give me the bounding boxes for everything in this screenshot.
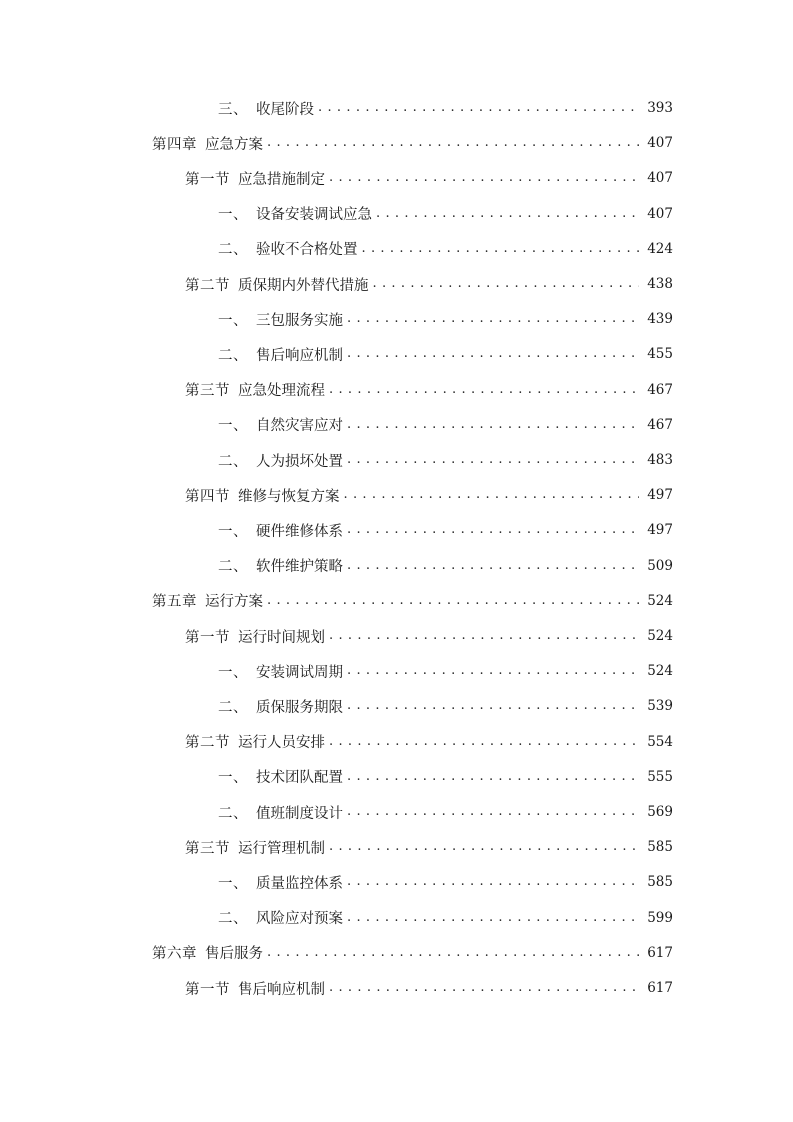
toc-entry-number: 第一节: [185, 171, 230, 188]
toc-entry[interactable]: [218, 446, 673, 474]
toc-entry[interactable]: [185, 481, 673, 509]
toc-entry-title: 值班制度设计: [256, 805, 343, 822]
dot-leader: [329, 381, 639, 397]
toc-entry-number: 第二节: [185, 735, 230, 752]
dot-leader: [267, 944, 639, 960]
toc-entry-number: 第三节: [185, 383, 230, 400]
toc-entry-number: 第一节: [185, 629, 230, 646]
toc-entry-number: 二、: [218, 911, 248, 928]
toc-entry[interactable]: [185, 622, 673, 650]
toc-entry-title: 应急措施制定: [238, 171, 325, 188]
toc-entry-title: 运行方案: [205, 594, 263, 611]
toc-entry-title: 运行管理机制: [238, 840, 325, 857]
toc-entry[interactable]: [218, 692, 673, 720]
toc-entry-page-number: 524: [647, 628, 673, 644]
toc-entry[interactable]: [218, 516, 673, 544]
toc-entry-page-number: 467: [647, 381, 673, 398]
toc-entry-title: 应急处理流程: [238, 383, 325, 400]
toc-entry-title: 软件维护策略: [256, 559, 343, 576]
dot-leader: [267, 134, 639, 150]
toc-entry-page-number: 585: [647, 874, 673, 891]
toc-entry-title: 人为损坏处置: [256, 453, 343, 470]
toc-entry-title: 质量监控体系: [256, 875, 343, 892]
toc-entry-number: 三、: [218, 101, 248, 118]
toc-entry-title: 风险应对预案: [256, 911, 343, 928]
toc-entry[interactable]: [152, 939, 673, 967]
dot-leader: [347, 416, 639, 432]
toc-entry-title: 运行人员安排: [238, 735, 325, 752]
toc-entry[interactable]: [218, 94, 673, 122]
toc-entry-page-number: 539: [647, 698, 673, 715]
toc-entry-page-number: 455: [647, 346, 673, 363]
toc-entry-number: 二、: [218, 347, 248, 364]
dot-leader: [347, 697, 639, 713]
dot-leader: [329, 169, 639, 185]
toc-entry-number: 二、: [218, 805, 248, 822]
dot-leader: [373, 275, 640, 291]
toc-entry-page-number: 438: [647, 276, 673, 292]
toc-entry-number: 第三节: [185, 840, 230, 857]
toc-entry-title: 验收不合格处置: [256, 242, 358, 259]
toc-entry[interactable]: [185, 376, 673, 404]
toc-entry-number: 二、: [218, 559, 248, 576]
toc-entry[interactable]: [218, 904, 673, 932]
toc-entry[interactable]: [218, 305, 673, 333]
toc-entry-number: 一、: [218, 664, 248, 681]
toc-entry-number: 一、: [218, 875, 248, 892]
dot-leader: [347, 451, 639, 467]
toc-entry-title: 三包服务实施: [256, 312, 343, 329]
dot-leader: [347, 521, 639, 537]
toc-entry-page-number: 424: [647, 240, 673, 257]
dot-leader: [347, 310, 639, 326]
dot-leader: [362, 240, 640, 256]
dot-leader: [344, 486, 640, 502]
toc-entry-title: 售后响应机制: [238, 981, 325, 998]
toc-entry-title: 维修与恢复方案: [238, 488, 340, 505]
toc-entry-number: 二、: [218, 242, 248, 259]
toc-entry-number: 第五章: [152, 594, 197, 611]
dot-leader: [329, 838, 639, 854]
dot-leader: [347, 557, 639, 573]
toc-entry-page-number: 509: [647, 557, 673, 574]
toc-entry-title: 收尾阶段: [256, 101, 314, 118]
toc-entry-page-number: 599: [647, 909, 673, 926]
toc-entry[interactable]: [152, 587, 673, 615]
toc-entry-page-number: 524: [647, 592, 673, 609]
dot-leader: [347, 662, 639, 678]
dot-leader: [318, 99, 639, 115]
toc-entry-page-number: 617: [647, 944, 673, 961]
toc-entry-number: 二、: [218, 453, 248, 470]
dot-leader: [267, 592, 639, 608]
toc-entry-page-number: 439: [647, 311, 673, 328]
toc-entry[interactable]: [218, 552, 673, 580]
toc-entry[interactable]: [218, 200, 673, 228]
dot-leader: [329, 627, 639, 643]
toc-entry[interactable]: [185, 833, 673, 861]
toc-entry-title: 运行时间规划: [238, 629, 325, 646]
dot-leader: [329, 979, 639, 995]
toc-entry[interactable]: [218, 763, 673, 791]
toc-entry-number: 一、: [218, 770, 248, 787]
toc-entry-number: 一、: [218, 207, 248, 224]
toc-entry[interactable]: [218, 411, 673, 439]
toc-entry-page-number: 407: [647, 205, 673, 222]
toc-entry-number: 第四章: [152, 136, 197, 153]
toc-entry-number: 一、: [218, 523, 248, 540]
toc-entry-number: 一、: [218, 312, 248, 329]
toc-entry-number: 一、: [218, 418, 248, 435]
toc-entry-title: 应急方案: [205, 136, 263, 153]
toc-entry[interactable]: [218, 868, 673, 896]
dot-leader: [347, 909, 639, 925]
toc-entry-title: 质保服务期限: [256, 699, 343, 716]
toc-entry[interactable]: [185, 270, 673, 298]
toc-entry-page-number: 483: [647, 452, 673, 468]
toc-entry-page-number: 585: [647, 839, 673, 856]
toc-entry-page-number: 393: [647, 100, 673, 116]
dot-leader: [347, 803, 639, 819]
toc-entry-title: 质保期内外替代措施: [238, 277, 369, 294]
toc-entry-page-number: 407: [647, 170, 673, 187]
toc-entry[interactable]: [185, 974, 673, 1002]
toc-entry-page-number: 497: [647, 487, 673, 504]
toc-entry-page-number: 407: [647, 135, 673, 152]
toc-entry-page-number: 467: [647, 416, 673, 433]
toc-entry-number: 第四节: [185, 488, 230, 505]
toc-entry[interactable]: [218, 235, 673, 263]
toc-entry-page-number: 554: [647, 733, 673, 750]
dot-leader: [329, 733, 639, 749]
toc-entry-page-number: 617: [647, 980, 673, 996]
toc-entry[interactable]: [152, 129, 673, 157]
toc-entry-page-number: 524: [647, 663, 673, 680]
toc-entry-title: 设备安装调试应急: [256, 207, 372, 224]
toc-entry-number: 第六章: [152, 946, 197, 963]
dot-leader: [347, 873, 639, 889]
toc-entry-title: 售后服务: [205, 946, 263, 963]
toc-entry-title: 硬件维修体系: [256, 523, 343, 540]
toc-entry-number: 第一节: [185, 981, 230, 998]
toc-entry[interactable]: [218, 798, 673, 826]
toc-entry-title: 自然灾害应对: [256, 418, 343, 435]
dot-leader: [376, 205, 639, 221]
toc-entry-number: 第二节: [185, 277, 230, 294]
toc-entry-page-number: 555: [647, 768, 673, 785]
toc-entry[interactable]: [218, 657, 673, 685]
toc-entry-title: 售后响应机制: [256, 347, 343, 364]
toc-entry[interactable]: [185, 728, 673, 756]
toc-entry-title: 安装调试周期: [256, 664, 343, 681]
dot-leader: [347, 768, 639, 784]
toc-entry-title: 技术团队配置: [256, 770, 343, 787]
toc-entry[interactable]: [185, 164, 673, 192]
toc-entry-number: 二、: [218, 699, 248, 716]
toc-entry-page-number: 497: [647, 522, 673, 539]
toc-entry-page-number: 569: [647, 804, 673, 820]
toc-entry[interactable]: [218, 340, 673, 368]
dot-leader: [347, 345, 639, 361]
